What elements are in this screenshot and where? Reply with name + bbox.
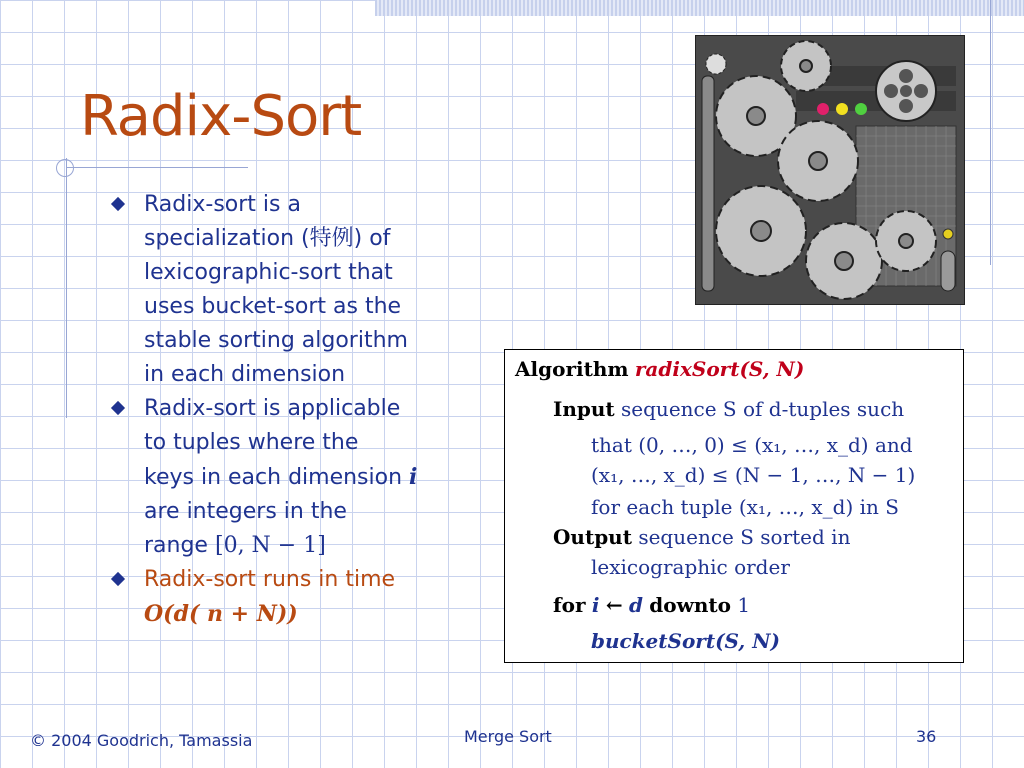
math-complexity: O(d( n + N)) [144,601,298,627]
input-line-2: that (0, …, 0) ≤ (x₁, …, x_d) and [591,433,913,457]
diamond-bullet-icon [111,401,125,415]
diamond-bullet-icon [111,197,125,211]
algorithm-args: (S, N) [739,357,805,381]
bullet-list [108,188,468,632]
bullet-item: Radix-sort runs in time O(d( n + N)) [108,563,468,632]
decor-circle [56,159,74,177]
output-line-1: Output sequence S sorted in [553,525,851,549]
algorithm-name: radixSort [634,357,740,381]
footer-title: Merge Sort [464,727,552,746]
output-line-2: lexicographic order [591,555,790,579]
title-underline [66,167,248,168]
slide-title: Radix-Sort [80,84,362,149]
input-line-3: (x₁, …, x_d) ≤ (N − 1, …, N − 1) [591,463,916,487]
for-loop-line: for i ← d downto 1 [553,593,751,617]
diamond-bullet-icon [111,572,125,586]
footer-copyright: © 2004 Goodrich, Tamassia [30,731,253,750]
loop-body-line: bucketSort(S, N) [591,629,780,653]
bullet-item: Radix-sort is a specialization (特例) of lexicographic-sort that uses bucket-sort as the stable sorting algorithm in each dimension [108,188,468,392]
algorithm-box [504,349,964,663]
gears-machine-clipart-icon [695,35,965,305]
bullet-item: Radix-sort is applicable to tuples where the keys in each dimension i are integers in the range [0, N − 1] [108,392,468,563]
right-decor-line [990,0,991,265]
input-line-4: for each tuple (x₁, …, x_d) in S [591,495,899,519]
left-decor-line [66,158,67,418]
algorithm-header: Algorithm radixSort(S, N) [515,357,805,381]
input-line-1: Input sequence S of d-tuples such [553,397,905,421]
page-number: 36 [916,727,937,746]
math-var-i: i [409,464,418,490]
gears-illustration [696,36,964,304]
top-decor-bar [375,0,1024,16]
math-range: [0, N − 1] [214,533,326,558]
